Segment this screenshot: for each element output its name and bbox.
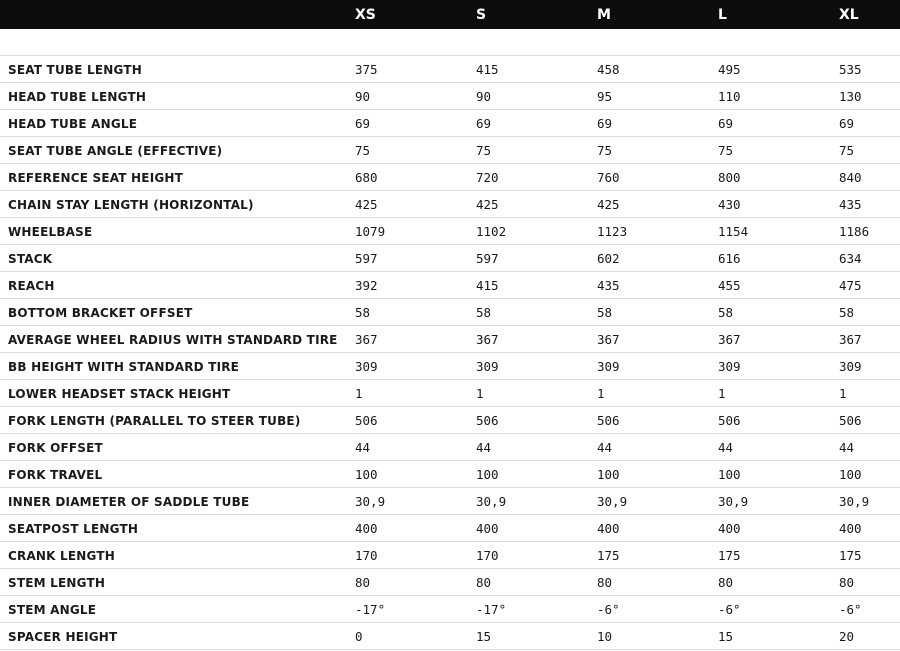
- cell-value: 597: [355, 251, 378, 266]
- cell-value: 430: [718, 197, 741, 212]
- table-row: [0, 326, 900, 353]
- cell-value: 425: [355, 197, 378, 212]
- cell-value: 58: [839, 305, 855, 320]
- row-label: STEM ANGLE: [8, 603, 97, 617]
- cell-value: 100: [355, 467, 378, 482]
- row-label: REACH: [8, 279, 55, 293]
- cell-value: 130: [839, 89, 862, 104]
- cell-value: 400: [476, 521, 499, 536]
- row-label: SEAT TUBE ANGLE (EFFECTIVE): [8, 144, 223, 158]
- cell-value: 495: [718, 62, 741, 77]
- cell-value: 15: [718, 629, 734, 644]
- row-label: REFERENCE SEAT HEIGHT: [8, 171, 184, 185]
- cell-value: 75: [476, 143, 492, 158]
- cell-value: 400: [597, 521, 620, 536]
- cell-value: 80: [839, 575, 855, 590]
- cell-value: 458: [597, 62, 620, 77]
- cell-value: 367: [839, 332, 862, 347]
- table-row: [0, 164, 900, 191]
- cell-value: 309: [597, 359, 620, 374]
- cell-value: 367: [597, 332, 620, 347]
- table-row: [0, 353, 900, 380]
- cell-value: 80: [476, 575, 492, 590]
- cell-value: 392: [355, 278, 378, 293]
- row-label: CHAIN STAY LENGTH (HORIZONTAL): [8, 198, 254, 212]
- cell-value: 506: [476, 413, 499, 428]
- row-label: FORK LENGTH (PARALLEL TO STEER TUBE): [8, 414, 301, 428]
- row-label: SEATPOST LENGTH: [8, 522, 139, 536]
- size-header-xl: XL: [839, 7, 859, 23]
- cell-value: 80: [355, 575, 371, 590]
- cell-value: 1102: [476, 224, 507, 239]
- cell-value: 506: [597, 413, 620, 428]
- cell-value: 1: [597, 386, 605, 401]
- cell-value: 100: [476, 467, 499, 482]
- cell-value: 10: [597, 629, 613, 644]
- cell-value: 30,9: [476, 494, 507, 509]
- cell-value: 58: [718, 305, 734, 320]
- cell-value: 1: [355, 386, 363, 401]
- cell-value: 634: [839, 251, 862, 266]
- cell-value: 20: [839, 629, 855, 644]
- cell-value: 602: [597, 251, 620, 266]
- table-row: [0, 380, 900, 407]
- cell-value: 80: [718, 575, 734, 590]
- cell-value: 309: [355, 359, 378, 374]
- cell-value: 30,9: [839, 494, 870, 509]
- header-spacer-row: [0, 29, 900, 56]
- row-label: FORK TRAVEL: [8, 468, 103, 482]
- cell-value: 58: [476, 305, 492, 320]
- cell-value: 616: [718, 251, 741, 266]
- cell-value: 367: [718, 332, 741, 347]
- cell-value: 435: [839, 197, 862, 212]
- row-label: INNER DIAMETER OF SADDLE TUBE: [8, 495, 250, 509]
- cell-value: 44: [839, 440, 855, 455]
- cell-value: 90: [355, 89, 371, 104]
- table-row: [0, 407, 900, 434]
- cell-value: 760: [597, 170, 620, 185]
- row-label: CRANK LENGTH: [8, 549, 116, 563]
- cell-value: 175: [839, 548, 862, 563]
- cell-value: 506: [355, 413, 378, 428]
- size-header-s: S: [476, 7, 487, 23]
- table-row: [0, 137, 900, 164]
- table-row: [0, 299, 900, 326]
- cell-value: 1186: [839, 224, 870, 239]
- cell-value: 170: [476, 548, 499, 563]
- cell-value: 110: [718, 89, 741, 104]
- cell-value: 44: [718, 440, 734, 455]
- cell-value: 30,9: [597, 494, 628, 509]
- cell-value: 100: [839, 467, 862, 482]
- table-row: [0, 596, 900, 623]
- cell-value: 100: [718, 467, 741, 482]
- table-row: [0, 488, 900, 515]
- cell-value: -6°: [718, 602, 741, 617]
- cell-value: 435: [597, 278, 620, 293]
- size-header-m: M: [597, 7, 611, 23]
- cell-value: 44: [476, 440, 492, 455]
- cell-value: 1079: [355, 224, 386, 239]
- cell-value: 75: [718, 143, 734, 158]
- cell-value: 720: [476, 170, 499, 185]
- cell-value: 415: [476, 278, 499, 293]
- row-label: STACK: [8, 252, 53, 266]
- cell-value: 1123: [597, 224, 628, 239]
- row-label: SEAT TUBE LENGTH: [8, 63, 142, 77]
- cell-value: 95: [597, 89, 613, 104]
- cell-value: 100: [597, 467, 620, 482]
- table-row: [0, 245, 900, 272]
- cell-value: 1: [839, 386, 847, 401]
- cell-value: 840: [839, 170, 862, 185]
- cell-value: 455: [718, 278, 741, 293]
- table-row: [0, 218, 900, 245]
- cell-value: 425: [476, 197, 499, 212]
- cell-value: 400: [355, 521, 378, 536]
- row-label: STEM LENGTH: [8, 576, 106, 590]
- cell-value: 400: [718, 521, 741, 536]
- size-header-xs: XS: [355, 7, 376, 23]
- cell-value: 400: [839, 521, 862, 536]
- cell-value: 58: [355, 305, 371, 320]
- cell-value: 535: [839, 62, 862, 77]
- cell-value: 506: [718, 413, 741, 428]
- cell-value: 75: [597, 143, 613, 158]
- table-row: [0, 461, 900, 488]
- table-row: [0, 191, 900, 218]
- cell-value: 1: [476, 386, 484, 401]
- cell-value: 69: [718, 116, 734, 131]
- cell-value: -6°: [839, 602, 862, 617]
- cell-value: 69: [476, 116, 492, 131]
- cell-value: 69: [355, 116, 371, 131]
- table-row: [0, 110, 900, 137]
- row-label: WHEELBASE: [8, 225, 93, 239]
- cell-value: 80: [597, 575, 613, 590]
- cell-value: 0: [355, 629, 363, 644]
- cell-value: 425: [597, 197, 620, 212]
- row-label: BOTTOM BRACKET OFFSET: [8, 306, 193, 320]
- row-label: BB HEIGHT WITH STANDARD TIRE: [8, 360, 240, 374]
- cell-value: 58: [597, 305, 613, 320]
- row-label: HEAD TUBE LENGTH: [8, 90, 147, 104]
- row-label: LOWER HEADSET STACK HEIGHT: [8, 387, 231, 401]
- table-row: [0, 569, 900, 596]
- cell-value: 375: [355, 62, 378, 77]
- cell-value: 44: [355, 440, 371, 455]
- cell-value: 506: [839, 413, 862, 428]
- table-row: [0, 542, 900, 569]
- cell-value: 175: [718, 548, 741, 563]
- cell-value: 309: [718, 359, 741, 374]
- cell-value: 69: [839, 116, 855, 131]
- cell-value: 475: [839, 278, 862, 293]
- cell-value: 680: [355, 170, 378, 185]
- cell-value: 75: [839, 143, 855, 158]
- cell-value: 15: [476, 629, 492, 644]
- cell-value: 90: [476, 89, 492, 104]
- cell-value: 597: [476, 251, 499, 266]
- table-row: [0, 515, 900, 542]
- row-label: HEAD TUBE ANGLE: [8, 117, 138, 131]
- cell-value: -17°: [476, 602, 507, 617]
- table-row: [0, 434, 900, 461]
- cell-value: 1: [718, 386, 726, 401]
- cell-value: 309: [839, 359, 862, 374]
- cell-value: 309: [476, 359, 499, 374]
- table-row: [0, 272, 900, 299]
- cell-value: 69: [597, 116, 613, 131]
- table-body: [0, 56, 900, 650]
- cell-value: 1154: [718, 224, 749, 239]
- cell-value: -6°: [597, 602, 620, 617]
- row-label: FORK OFFSET: [8, 441, 103, 455]
- size-header-row: [0, 0, 900, 29]
- cell-value: -17°: [355, 602, 386, 617]
- table-row: [0, 56, 900, 83]
- row-label: AVERAGE WHEEL RADIUS WITH STANDARD TIRE: [8, 333, 338, 347]
- cell-value: 170: [355, 548, 378, 563]
- cell-value: 800: [718, 170, 741, 185]
- table-row: [0, 83, 900, 110]
- cell-value: 75: [355, 143, 371, 158]
- cell-value: 175: [597, 548, 620, 563]
- row-label: SPACER HEIGHT: [8, 630, 118, 644]
- cell-value: 30,9: [718, 494, 749, 509]
- size-header-l: L: [718, 7, 727, 23]
- table-row: [0, 623, 900, 650]
- cell-value: 415: [476, 62, 499, 77]
- cell-value: 367: [355, 332, 378, 347]
- cell-value: 44: [597, 440, 613, 455]
- cell-value: 367: [476, 332, 499, 347]
- cell-value: 30,9: [355, 494, 386, 509]
